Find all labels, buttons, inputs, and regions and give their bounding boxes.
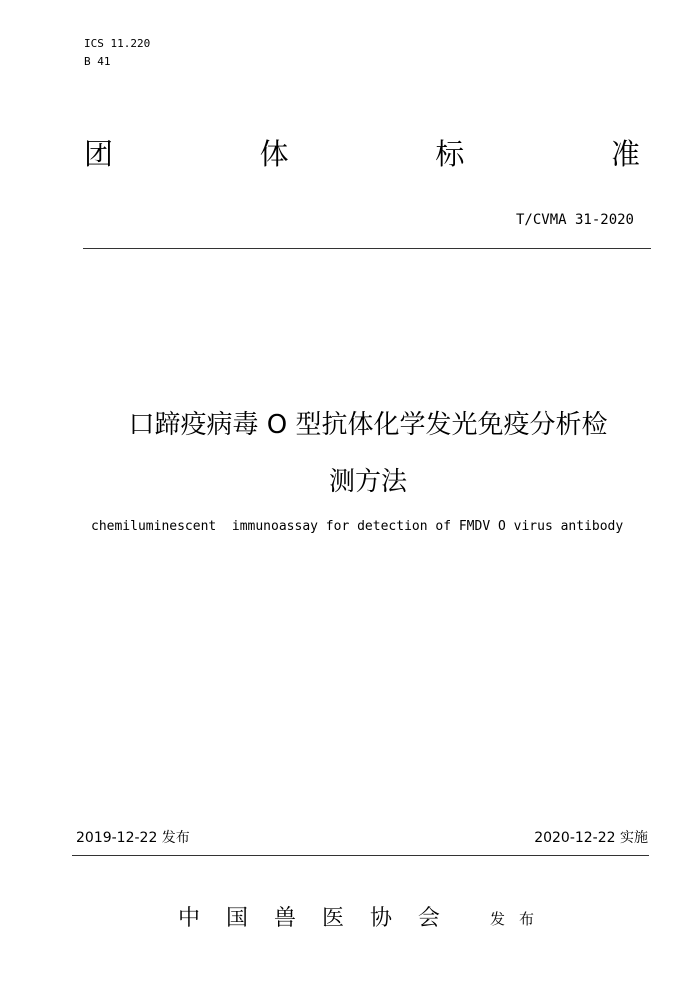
publish-label-char: 发 [490, 910, 506, 928]
standard-type-char: 团 [84, 137, 114, 171]
footer-divider [72, 855, 649, 856]
implementation-date: 2020-12-22 实施 [534, 830, 648, 846]
issue-date: 2019-12-22 发布 [76, 830, 190, 846]
publisher-char: 中 [178, 906, 201, 931]
ccs-code: B 41 [84, 55, 111, 68]
title-english: chemiluminescent immunoassay for detection of FMDV O virus antibody [91, 519, 624, 534]
title-chinese-line-1: 口蹄疫病毒 O 型抗体化学发光免疫分析检 [128, 410, 608, 440]
publisher-char: 协 [369, 906, 392, 931]
publisher-char: 医 [321, 906, 344, 931]
publish-label-char: 布 [518, 910, 534, 928]
standard-type-char: 标 [435, 137, 465, 171]
title-chinese-line-2: 测方法 [328, 467, 407, 497]
standard-type-char: 准 [610, 137, 640, 171]
standard-type-heading [84, 136, 640, 172]
ics-code: ICS 11.220 [84, 37, 151, 50]
publisher-char: 兽 [273, 906, 296, 931]
publish-label [490, 909, 534, 929]
publisher-name [178, 905, 440, 933]
standard-number: T/CVMA 31-2020 [515, 212, 634, 228]
publisher-char: 国 [225, 906, 248, 931]
publisher-char: 会 [417, 906, 440, 931]
header-divider [83, 248, 651, 249]
standard-type-char: 体 [259, 137, 289, 171]
